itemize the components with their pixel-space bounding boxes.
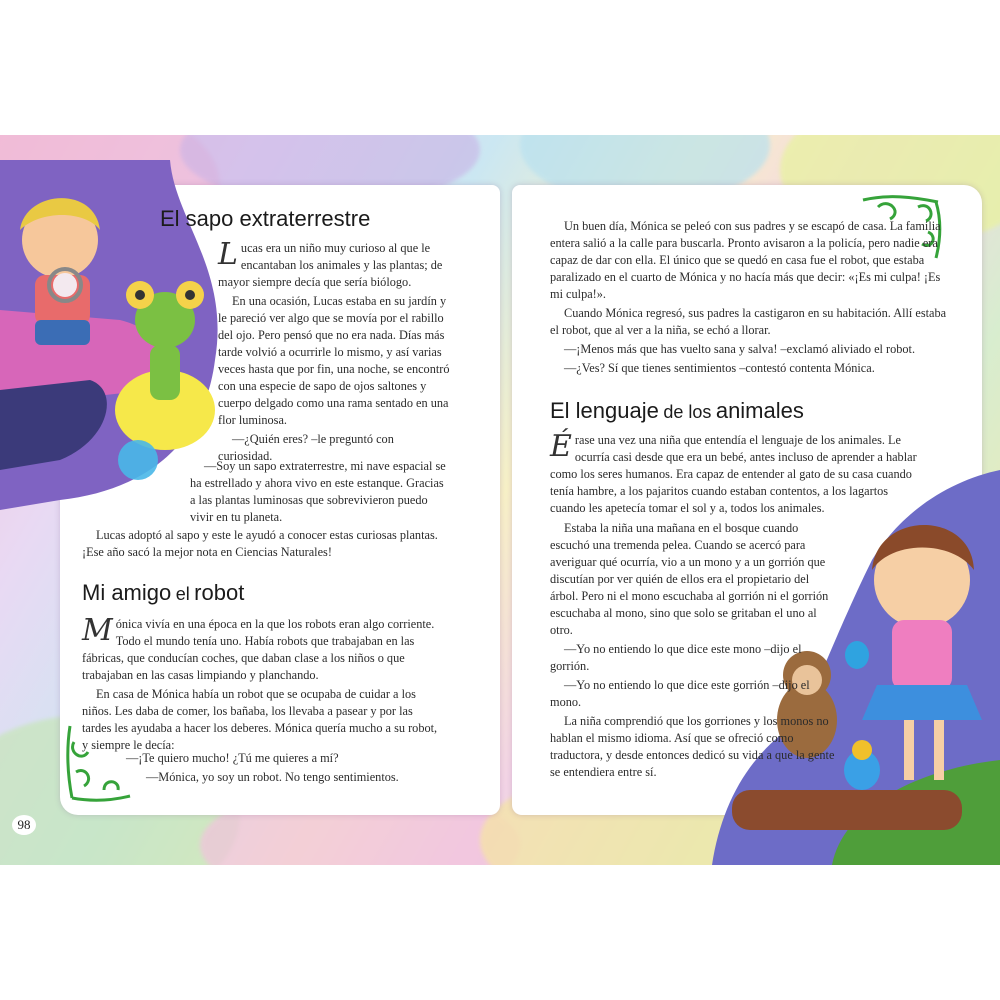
story-text-robot-continued xyxy=(550,218,948,379)
story-text-robot xyxy=(82,613,442,756)
dialogue: —Mónica, yo soy un robot. No tengo sentimientos. xyxy=(146,770,399,784)
story-text-lenguaje xyxy=(550,429,922,519)
dialogue: —¿Ves? Sí que tienes sentimientos –contestó contenta Mónica. xyxy=(564,361,875,375)
drop-cap: L xyxy=(218,237,238,272)
page-number: 98 xyxy=(12,815,36,835)
paragraph: En casa de Mónica había un robot que se ocupaba de cuidar a los niños. Les daba de comer, los bañaba, los llevaba a pasear y por las tardes les ayudaba a hacer los deberes. Mónica quería mucho a su robot, y siempre le decía: xyxy=(82,687,438,752)
paragraph: Mónica vivía en una época en la que los robots eran algo corriente. Todo el mundo tenía uno. Había robots que trabajaban en las fábricas, que conducían coches, que daban clase a los niños o que trabajaban en las casas limpiando y planchando. xyxy=(82,613,435,682)
story-title-robot: Mi amigo el robot xyxy=(82,580,245,605)
paragraph: Cuando Mónica regresó, sus padres la castigaron en su habitación. Allí estaba el robot, que al ver a la niña, se echó a llorar. xyxy=(550,306,947,337)
paragraph: —Soy un sapo extraterrestre, mi nave espacial se ha estrellado y ahora vivo en este estanque. Gracias a las plantas luminosas que sobrevivieron puedo vivir en tu planeta. xyxy=(190,459,446,524)
story-text-sapo xyxy=(218,237,450,467)
drop-cap: M xyxy=(82,613,113,648)
story-text-sapo-end xyxy=(82,527,452,563)
dialogue: —¡Menos más que has vuelto sana y salva! –exclamó aliviado el robot. xyxy=(564,342,916,356)
paragraph: Érase una vez una niña que entendía el lenguaje de los animales. Le ocurría casi desde que era un bebé, antes incluso de aprender a hablar como los seres humanos. Era capaz de entender al gato de su casa cuando tenía hambre, a los pajaritos cuando estaban contentos, a los lagartos cuando les apetecía tomar el sol y a, todos los animales. xyxy=(550,429,917,515)
story-text-sapo-cont xyxy=(190,458,452,528)
dialogue: —¿Quién eres? –le preguntó con curiosidad. xyxy=(218,432,394,463)
drop-cap: É xyxy=(550,429,572,464)
paragraph: En una ocasión, Lucas estaba en su jardín y le pareció ver algo que se movía por el rabillo del ojo. Pero pensó que no era nada. Días más tarde volvió a ocurrirle lo mismo, y así varias veces hasta que por fin, una noche, se encontró con una especie de sapo de ojos saltones y cuerpo delgado como una rama sentado en una flor luminosa. xyxy=(218,294,450,427)
paragraph: La niña comprendió que los gorriones y los monos no hablan el mismo idioma. Así que se ofreció como traductora, y desde entonces dedicó su vida a que la gente se entendiera entre sí. xyxy=(550,714,835,779)
paragraph: Lucas era un niño muy curioso al que le encantaban los animales y las plantas; de mayor siempre decía que sería biólogo. xyxy=(218,237,443,289)
story-title-lenguaje: El lenguaje de los animales xyxy=(550,398,804,423)
dialogue: —¡Te quiero mucho! ¿Tú me quieres a mí? xyxy=(126,751,339,765)
paragraph: Un buen día, Mónica se peleó con sus padres y se escapó de casa. La familia entera salió a la calle para buscarla. Pronto avisaron a la policía, pero nadie era capaz de dar con ella. El único que se quedó en casa fue el robot, que estaba paralizado en el cuarto de Mónica y no hacía más que decir: «¡Es mi culpa! ¡Es mi culpa!». xyxy=(550,219,941,301)
dialogue: —Yo no entiendo lo que dice este gorrión –dijo el mono. xyxy=(550,678,810,709)
story-title-sapo: El sapo extraterrestre xyxy=(160,206,371,231)
story-text-lenguaje-2 xyxy=(550,520,835,783)
story-text-robot-dialogue xyxy=(112,750,442,788)
paragraph: Lucas adoptó al sapo y este le ayudó a conocer estas curiosas plantas. ¡Ese año sacó la mejor nota en Ciencias Naturales! xyxy=(82,528,438,559)
paragraph: Estaba la niña una mañana en el bosque cuando escuchó una tremenda pelea. Cuando se acercó para averiguar qué ocurría, vio a un mono y a un gorrión que discutían por ver quién de ellos era el propietario del árbol. Pero ni el mono escuchaba al gorrión ni el gorrión escuchaba al mono, sino que solo se gritaban el uno al otro. xyxy=(550,521,829,637)
dialogue: —Yo no entiendo lo que dice este mono –dijo el gorrión. xyxy=(550,642,802,673)
